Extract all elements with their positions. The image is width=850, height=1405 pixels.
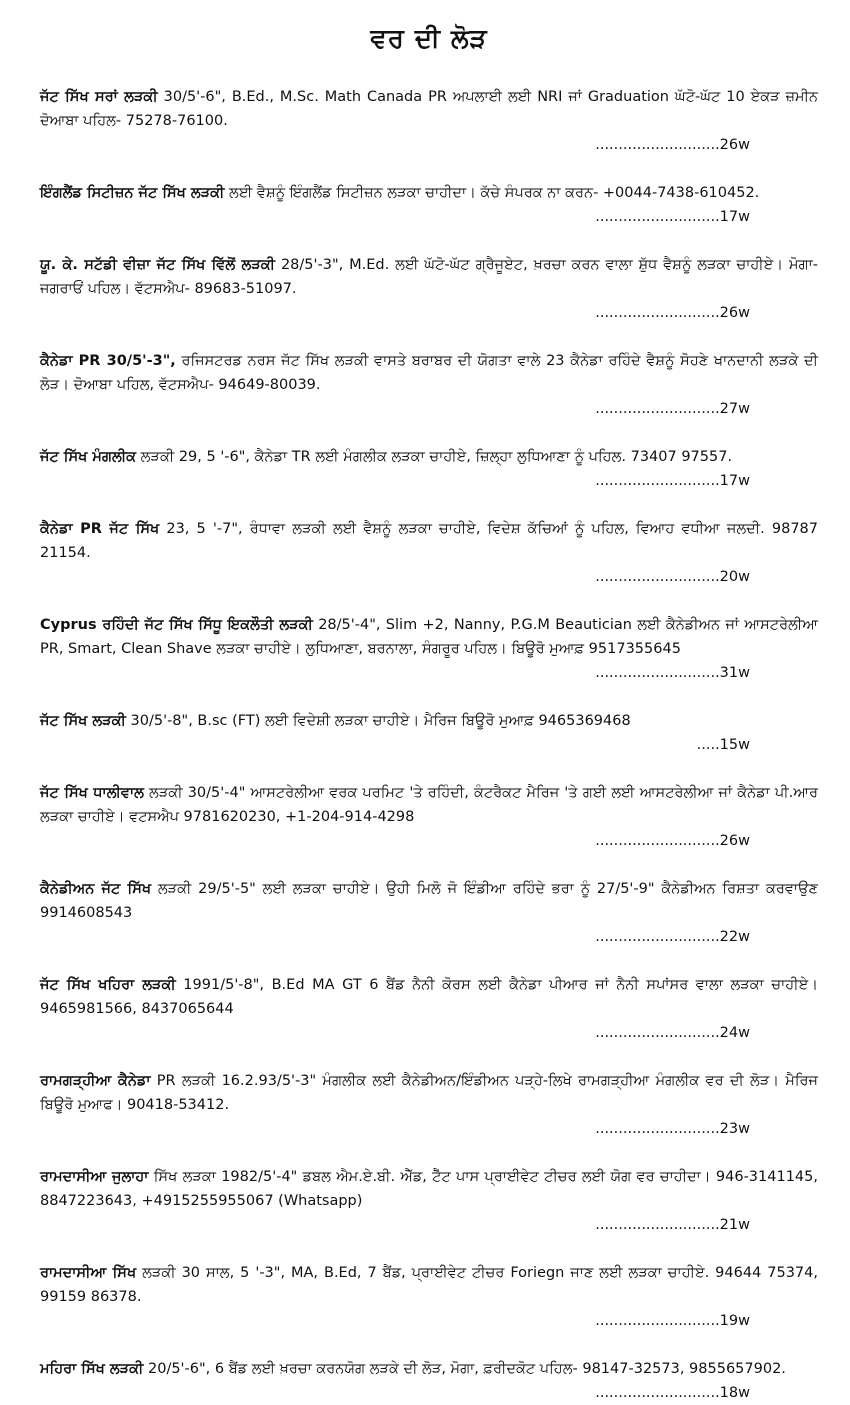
- ad-heading: ਰਾਮਦਾਸੀਆ ਸਿੱਖ: [40, 1265, 137, 1281]
- ad-body: 23, 5 '-7", ਰੰਧਾਵਾ ਲੜਕੀ ਲਈ ਵੈਸ਼ਨੂੰ ਲੜਕਾ ਚਾਹੀਏ, ਵਿਦੇਸ਼ ਕੱਚਿਆਂ ਨੂੰ ਪਹਿਲ, ਵਿਆਹ ਵਧੀਆ ਜਲਦੀ. 98787 21154.: [40, 521, 818, 561]
- ad-reference-code: ...........................21w: [595, 1217, 750, 1233]
- ad-body: ਲੜਕੀ 30 ਸਾਲ, 5 '-3", MA, B.Ed, 7 ਬੈਂਡ, ਪ੍ਰਾਈਵੇਟ ਟੀਚਰ Foriegn ਜਾਣ ਲਈ ਲੜਕਾ ਚਾਹੀਏ. 94644 75374, 99159 86378.: [40, 1265, 818, 1305]
- classified-ad: [40, 253, 818, 325]
- ad-body: 28/5'-4", Slim +2, Nanny, P.G.M Beautician ਲਈ ਕੈਨੇਡੀਅਨ ਜਾਂ ਆਸਟਰੇਲੀਆ PR, Smart, Clean Shave ਲੜਕਾ ਚਾਹੀਏ। ਲੁਧਿਆਣਾ, ਬਰਨਾਲਾ, ਸੰਗਰੂਰ ਪਹਿਲ। ਬਿਊਰੋ ਮੁਆਫ਼ 9517355645: [40, 617, 818, 657]
- ads-list: [40, 85, 818, 1405]
- ad-body: ਰਜਿਸਟਰਡ ਨਰਸ ਜੱਟ ਸਿੱਖ ਲੜਕੀ ਵਾਸਤੇ ਬਰਾਬਰ ਦੀ ਯੋਗਤਾ ਵਾਲੇ 23 ਕੈਨੇਡਾ ਰਹਿੰਦੇ ਵੈਸ਼ਨੂੰ ਸੋਹਣੇ ਖਾਨਦਾਨੀ ਲੜਕੇ ਦੀ ਲੋੜ। ਦੋਆਬਾ ਪਹਿਲ, ਵੱਟਸਐਪ- 94649-80039.: [40, 353, 818, 393]
- ad-reference-code: ...........................27w: [595, 401, 750, 417]
- ad-body: 30/5'-6", B.Ed., M.Sc. Math Canada PR ਅਪਲਾਈ ਲਈ NRI ਜਾਂ Graduation ਘੱਟੋ-ਘੱਟ 10 ਏਕੜ ਜ਼ਮੀਨ ਦੋਆਬਾ ਪਹਿਲ- 75278-76100.: [40, 89, 818, 129]
- ad-heading: ਜੱਟ ਸਿੱਖ ਲੜਕੀ: [40, 713, 126, 729]
- classified-ad: [40, 1069, 818, 1141]
- ad-body: 1991/5'-8", B.Ed MA GT 6 ਬੈਂਡ ਨੈਨੀ ਕੋਰਸ ਲਈ ਕੈਨੇਡਾ ਪੀਆਰ ਜਾਂ ਨੈਨੀ ਸਪਾਂਸਰ ਵਾਲਾ ਲੜਕਾ ਚਾਹੀਏ। 9465981566, 8437065644: [40, 977, 818, 1017]
- ad-reference-code: ...........................20w: [595, 569, 750, 585]
- ad-heading: ਰਾਮਗੜ੍ਹੀਆ ਕੈਨੇਡਾ: [40, 1073, 151, 1089]
- ad-heading: ਯੂ. ਕੇ. ਸਟੱਡੀ ਵੀਜ਼ਾ ਜੱਟ ਸਿੱਖ ਵਿੱਲੋਂ ਲੜਕੀ: [40, 257, 276, 273]
- ad-reference-code: .....15w: [696, 737, 750, 753]
- ad-reference-code: ...........................26w: [595, 137, 750, 153]
- classified-ad: [40, 781, 818, 853]
- classified-ad: [40, 1165, 818, 1237]
- ad-heading: ਰਾਮਦਾਸੀਆ ਜੁਲਾਹਾ: [40, 1169, 149, 1185]
- ad-body: ਲੜਕੀ 30/5'-4" ਆਸਟਰੇਲੀਆ ਵਰਕ ਪਰਮਿਟ 'ਤੇ ਰਹਿੰਦੀ, ਕੰਟਰੈਕਟ ਮੈਰਿਜ 'ਤੇ ਗਈ ਲਈ ਆਸਟਰੇਲੀਆ ਜਾਂ ਕੈਨੇਡਾ ਪੀ.ਆਰ ਲੜਕਾ ਚਾਹੀਏ। ਵਟਸਐਪ 9781620230, +1-204-914-4298: [40, 785, 819, 825]
- ad-heading: ਕੈਨੇਡਾ PR 30/5'-3",: [40, 353, 176, 369]
- classified-ad: [40, 973, 818, 1045]
- page-title: ਵਰ ਦੀ ਲੋੜ: [370, 24, 488, 54]
- ad-heading: ਜੱਟ ਸਿੱਖ ਮੰਗਲੀਕ: [40, 449, 137, 465]
- ad-body: 28/5'-3", M.Ed. ਲਈ ਘੱਟੋ-ਘੱਟ ਗ੍ਰੈਜੂਏਟ, ਖ਼ਰਚਾ ਕਰਨ ਵਾਲਾ ਸ਼ੁੱਧ ਵੈਸ਼ਨੂੰ ਲੜਕਾ ਚਾਹੀਏ। ਮੋਗਾ- ਜਗਰਾਓਂ ਪਹਿਲ। ਵੱਟਸਐਪ- 89683-51097.: [40, 257, 818, 297]
- classified-ad: [40, 349, 818, 421]
- ad-heading: ਜੱਟ ਸਿੱਖ ਧਾਲੀਵਾਲ: [40, 785, 144, 801]
- ad-body: 20/5'-6", 6 ਬੈਂਡ ਲਈ ਖ਼ਰਚਾ ਕਰਨਯੋਗ ਲੜਕੇ ਦੀ ਲੋੜ, ਮੋਗਾ, ਫ਼ਰੀਦਕੋਟ ਪਹਿਲ- 98147-32573, 9855657902.: [143, 1361, 786, 1377]
- classified-ad: [40, 517, 818, 589]
- classified-ad: [40, 877, 818, 949]
- classified-ad: [40, 709, 818, 757]
- classified-ad: [40, 445, 818, 493]
- ad-heading: ਮਹਿਰਾ ਸਿੱਖ ਲੜਕੀ: [40, 1361, 144, 1377]
- ad-heading: ਜੱਟ ਸਿੱਖ ਸਰਾਂ ਲੜਕੀ: [40, 89, 158, 105]
- ad-reference-code: ...........................17w: [595, 473, 750, 489]
- classified-ad: [40, 1357, 818, 1405]
- ad-heading: ਕੈਨੇਡਾ PR ਜੱਟ ਸਿੱਖ: [40, 521, 160, 537]
- ad-reference-code: ...........................19w: [595, 1313, 750, 1329]
- ad-reference-code: ...........................31w: [595, 665, 750, 681]
- ad-body: PR ਲੜਕੀ 16.2.93/5'-3" ਮੰਗਲੀਕ ਲਈ ਕੈਨੇਡੀਅਨ/ਇੰਡੀਅਨ ਪੜ੍ਹੇ-ਲਿਖੇ ਰਾਮਗੜ੍ਹੀਆ ਮੰਗਲੀਕ ਵਰ ਦੀ ਲੋੜ। ਮੈਰਿਜ ਬਿਊਰੋ ਮੁਆਫ। 90418-53412.: [40, 1073, 818, 1113]
- ad-body: ਲਈ ਵੈਸ਼ਨੂੰ ਇੰਗਲੈਂਡ ਸਿਟੀਜ਼ਨ ਲੜਕਾ ਚਾਹੀਦਾ। ਕੱਚੇ ਸੰਪਰਕ ਨਾ ਕਰਨ- +0044-7438-610452.: [224, 185, 760, 201]
- ad-reference-code: ...........................26w: [595, 305, 750, 321]
- ad-reference-code: ...........................17w: [595, 209, 750, 225]
- ad-heading: ਇੰਗਲੈਂਡ ਸਿਟੀਜ਼ਨ ਜੱਟ ਸਿੱਖ ਲੜਕੀ: [40, 185, 225, 201]
- ad-body: ਸਿੱਖ ਲੜਕਾ 1982/5'-4" ਡਬਲ ਐਮ.ਏ.ਬੀ. ਐੱਡ, ਟੈੱਟ ਪਾਸ ਪ੍ਰਾਈਵੇਟ ਟੀਚਰ ਲਈ ਯੋਗ ਵਰ ਚਾਹੀਦਾ। 946-3141145, 8847223643, +4915255955067 (Whatsapp): [40, 1169, 818, 1209]
- ad-reference-code: ...........................23w: [595, 1121, 750, 1137]
- ad-body: 30/5'-8", B.sc (FT) ਲਈ ਵਿਦੇਸ਼ੀ ਲੜਕਾ ਚਾਹੀਏ। ਮੈਰਿਜ ਬਿਊਰੋ ਮੁਆਫ਼ 9465369468: [125, 713, 631, 729]
- ad-heading: ਕੈਨੇਡੀਅਨ ਜੱਟ ਸਿੱਖ: [40, 881, 152, 897]
- ad-heading: Cyprus ਰਹਿੰਦੀ ਜੱਟ ਸਿੱਖ ਸਿੱਧੂ ਇਕਲੌਤੀ ਲੜਕੀ: [40, 617, 313, 633]
- ad-reference-code: ...........................26w: [595, 833, 750, 849]
- ad-body: ਲੜਕੀ 29, 5 '-6", ਕੈਨੇਡਾ TR ਲਈ ਮੰਗਲੀਕ ਲੜਕਾ ਚਾਹੀਏ, ਜ਼ਿਲ੍ਹਾ ਲੁਧਿਆਣਾ ਨੂੰ ਪਹਿਲ. 73407 97557.: [136, 449, 733, 465]
- classified-ad: [40, 181, 818, 229]
- ad-reference-code: ...........................22w: [595, 929, 750, 945]
- classified-ad: [40, 613, 818, 685]
- classified-ad: [40, 85, 818, 157]
- ad-reference-code: ...........................18w: [595, 1385, 750, 1401]
- ad-body: ਲੜਕੀ 29/5'-5" ਲਈ ਲੜਕਾ ਚਾਹੀਏ। ਉਹੀ ਮਿਲੋ ਜੋ ਇੰਡੀਆ ਰਹਿੰਦੇ ਭਰਾ ਨੂੰ 27/5'-9" ਕੈਨੇਡੀਅਨ ਰਿਸ਼ਤਾ ਕਰਵਾਉਣ 9914608543: [40, 881, 818, 921]
- classified-ad: [40, 1261, 818, 1333]
- ad-reference-code: ...........................24w: [595, 1025, 750, 1041]
- ad-heading: ਜੱਟ ਸਿੱਖ ਖਹਿਰਾ ਲੜਕੀ: [40, 977, 176, 993]
